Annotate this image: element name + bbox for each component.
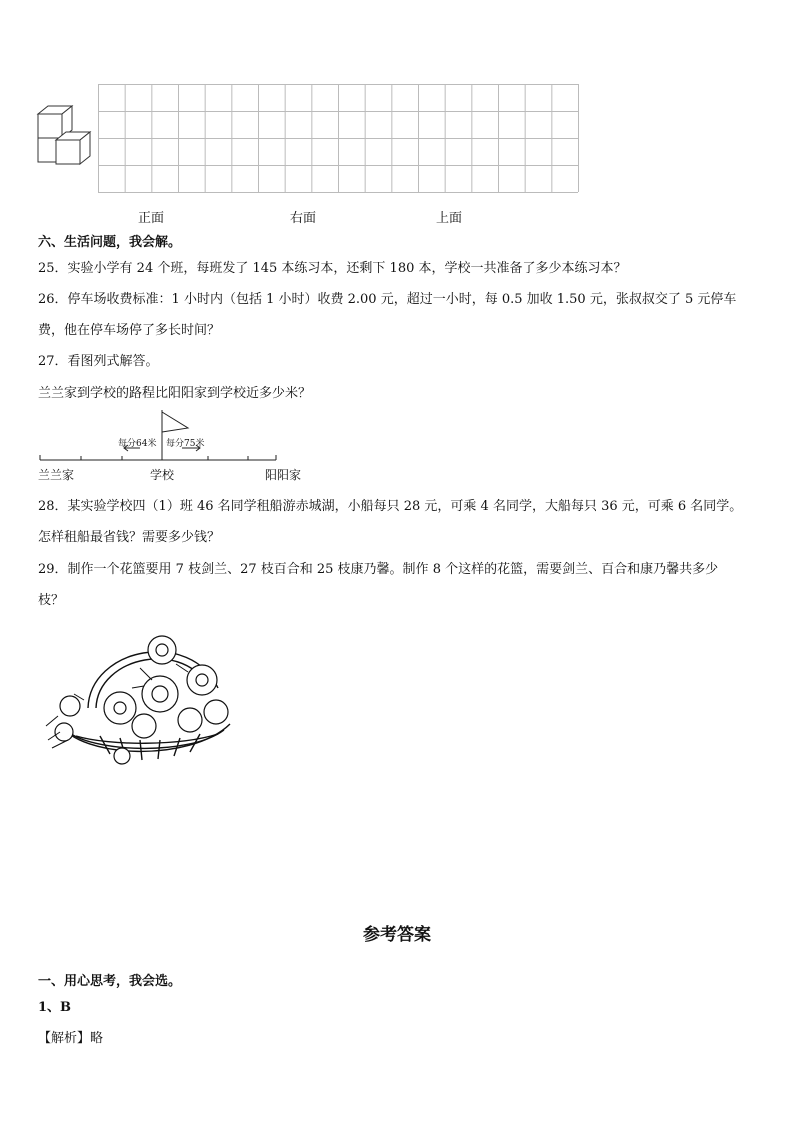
caption-top: 上面 — [436, 211, 463, 226]
answer-item-1: 1、B — [38, 1000, 72, 1015]
question-26-line1: 26．停车场收费标准：1 小时内（包括 1 小时）收费 2.00 元，超过一小时，每 0.5 加收 1.50 元，张叔叔交了 5 元停车 — [38, 292, 737, 307]
diagram-left-label: 兰兰家 — [38, 468, 75, 482]
cube-figure — [36, 100, 98, 172]
answer-analysis: 【解析】略 — [38, 1031, 104, 1046]
question-27: 27．看图列式解答。 — [38, 354, 159, 369]
answers-title: 参考答案 — [363, 925, 431, 945]
question-27-sub: 兰兰家到学校的路程比阳阳家到学校近多少米？ — [38, 386, 312, 401]
diagram-right-label: 阳阳家 — [265, 468, 302, 482]
caption-front: 正面 — [138, 211, 165, 226]
question-28-line2: 怎样租船最省钱？需要多少钱？ — [38, 530, 221, 545]
question-28-line1: 28．某实验学校四（1）班 46 名同学租船游赤城湖，小船每只 28 元，可乘 4 名同学，大船每只 36 元，可乘 6 名同学。 — [38, 499, 743, 514]
section6-heading: 六、生活问题，我会解。 — [38, 235, 182, 250]
drawing-grid — [98, 84, 578, 192]
right-speed-label: 每分75米 — [166, 439, 205, 449]
caption-right: 右面 — [290, 211, 317, 226]
left-speed-label: 每分64米 — [118, 439, 157, 449]
question-26-line2: 费，他在停车场停了多长时间？ — [38, 323, 221, 338]
question-29-line2: 枝？ — [38, 593, 65, 608]
diagram-middle-label: 学校 — [150, 468, 175, 482]
answers-section-heading: 一、用心思考，我会选。 — [38, 974, 182, 989]
flower-basket-illustration — [40, 628, 240, 773]
question-25: 25．实验小学有 24 个班，每班发了 145 本练习本，还剩下 180 本，学校一共准备了多少本练习本？ — [38, 261, 627, 276]
question-29-line1: 29．制作一个花篮要用 7 枝剑兰、27 枝百合和 25 枝康乃馨。制作 8 个这样的花篮，需要剑兰、百合和康乃馨共多少 — [38, 562, 719, 577]
